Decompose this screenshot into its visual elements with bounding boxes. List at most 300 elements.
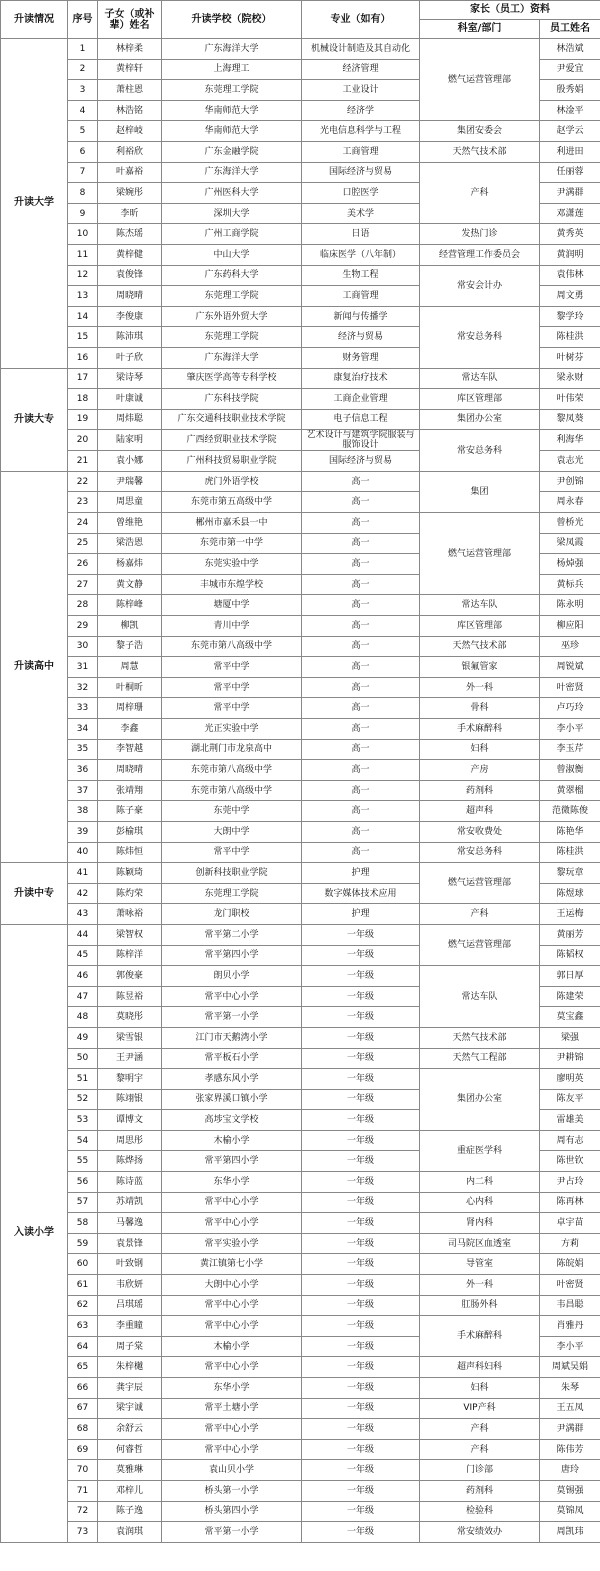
row-number-cell: 64	[68, 1336, 98, 1357]
child-name-cell: 张靖翔	[98, 780, 162, 801]
header-category: 升读情况	[1, 1, 68, 39]
major-cell: 高一	[302, 739, 420, 760]
major-cell: 国际经济与贸易	[302, 162, 420, 183]
table-row	[1, 698, 600, 719]
department-cell: 常达车队	[420, 595, 540, 616]
school-cell: 常平中心小学	[162, 1357, 302, 1378]
employee-name-cell: 陈艳华	[540, 821, 600, 842]
major-cell: 一年级	[302, 1275, 420, 1296]
department-cell: 心内科	[420, 1192, 540, 1213]
table-row	[1, 677, 600, 698]
school-cell: 青川中学	[162, 616, 302, 637]
table-row	[1, 389, 600, 410]
child-name-cell: 陈梓峰	[98, 595, 162, 616]
school-cell: 华南师范大学	[162, 121, 302, 142]
row-number-cell: 5	[68, 121, 98, 142]
table-row	[1, 1213, 600, 1234]
school-cell: 常平土塘小学	[162, 1398, 302, 1419]
school-cell: 东莞市第八高级中学	[162, 760, 302, 781]
major-cell: 一年级	[302, 1089, 420, 1110]
employee-name-cell: 卓宇苗	[540, 1213, 600, 1234]
row-number-cell: 52	[68, 1089, 98, 1110]
major-cell: 一年级	[302, 1192, 420, 1213]
department-cell: 超声科妇科	[420, 1357, 540, 1378]
employee-name-cell: 利海华	[540, 430, 600, 451]
major-cell: 护理	[302, 904, 420, 925]
category-cell: 升读高中	[1, 471, 68, 862]
table-row	[1, 821, 600, 842]
major-cell: 一年级	[302, 945, 420, 966]
school-cell: 江门市天鹅湾小学	[162, 1027, 302, 1048]
table-row	[1, 306, 600, 327]
department-cell: 发热门诊	[420, 224, 540, 245]
employee-name-cell: 黎凤葵	[540, 409, 600, 430]
category-cell: 入读小学	[1, 924, 68, 1542]
table-row	[1, 1316, 600, 1337]
department-cell: 常达车队	[420, 966, 540, 1028]
row-number-cell: 22	[68, 471, 98, 492]
row-number-cell: 70	[68, 1460, 98, 1481]
child-name-cell: 余舒云	[98, 1419, 162, 1440]
school-cell: 常平中学	[162, 842, 302, 863]
employee-name-cell: 袁志光	[540, 451, 600, 472]
school-cell: 常平中学	[162, 677, 302, 698]
child-name-cell: 黄文静	[98, 574, 162, 595]
major-cell: 艺术设计与建筑学院服装与服饰设计	[302, 430, 420, 451]
row-number-cell: 12	[68, 265, 98, 286]
school-cell: 广州医科大学	[162, 183, 302, 204]
child-name-cell: 陈翊银	[98, 1089, 162, 1110]
employee-name-cell: 林淦平	[540, 100, 600, 121]
row-number-cell: 33	[68, 698, 98, 719]
row-number-cell: 25	[68, 533, 98, 554]
employee-name-cell: 尹占玲	[540, 1172, 600, 1193]
major-cell: 工商管理	[302, 141, 420, 162]
major-cell: 生物工程	[302, 265, 420, 286]
employee-name-cell: 陈永明	[540, 595, 600, 616]
row-number-cell: 10	[68, 224, 98, 245]
employee-name-cell: 李玉芹	[540, 739, 600, 760]
school-cell: 常平第一小学	[162, 1007, 302, 1028]
school-cell: 常平第四小学	[162, 945, 302, 966]
table-row	[1, 1398, 600, 1419]
header-dept: 科室/部门	[420, 20, 540, 39]
major-cell: 一年级	[302, 1027, 420, 1048]
department-cell: 外一科	[420, 677, 540, 698]
school-cell: 东华小学	[162, 1172, 302, 1193]
department-cell: 银氟管家	[420, 657, 540, 678]
employee-name-cell: 黄润明	[540, 244, 600, 265]
child-name-cell: 陈子逸	[98, 1501, 162, 1522]
child-name-cell: 尹瑞馨	[98, 471, 162, 492]
employee-name-cell: 邓潇莲	[540, 203, 600, 224]
employee-name-cell: 韦昌聪	[540, 1295, 600, 1316]
major-cell: 一年级	[302, 1336, 420, 1357]
school-cell: 虎门外语学校	[162, 471, 302, 492]
row-number-cell: 72	[68, 1501, 98, 1522]
child-name-cell: 黎明宇	[98, 1069, 162, 1090]
child-name-cell: 李智越	[98, 739, 162, 760]
row-number-cell: 2	[68, 59, 98, 80]
department-cell: 集团办公室	[420, 409, 540, 430]
department-cell: 常安总务科	[420, 306, 540, 368]
row-number-cell: 21	[68, 451, 98, 472]
employee-name-cell: 周锐斌	[540, 657, 600, 678]
table-row	[1, 1295, 600, 1316]
employee-name-cell: 尹爱宜	[540, 59, 600, 80]
row-number-cell: 68	[68, 1419, 98, 1440]
child-name-cell: 陈子豪	[98, 801, 162, 822]
school-cell: 广东药科大学	[162, 265, 302, 286]
school-cell: 常平中心小学	[162, 1419, 302, 1440]
child-name-cell: 马馨逸	[98, 1213, 162, 1234]
table-header	[1, 1, 600, 39]
employee-name-cell: 赵学云	[540, 121, 600, 142]
department-cell: 天然气工程部	[420, 1048, 540, 1069]
major-cell: 一年级	[302, 986, 420, 1007]
child-name-cell: 周梓珊	[98, 698, 162, 719]
employee-name-cell: 叶密贤	[540, 677, 600, 698]
row-number-cell: 35	[68, 739, 98, 760]
row-number-cell: 20	[68, 430, 98, 451]
table-row	[1, 1357, 600, 1378]
row-number-cell: 47	[68, 986, 98, 1007]
major-cell: 临床医学（八年制）	[302, 244, 420, 265]
table-row	[1, 657, 600, 678]
table-row	[1, 162, 600, 183]
major-cell: 高一	[302, 842, 420, 863]
department-cell: 集团	[420, 471, 540, 512]
employee-name-cell: 郭日厚	[540, 966, 600, 987]
row-number-cell: 44	[68, 924, 98, 945]
row-number-cell: 63	[68, 1316, 98, 1337]
school-cell: 华南师范大学	[162, 100, 302, 121]
major-cell: 高一	[302, 574, 420, 595]
employee-name-cell: 陈煜球	[540, 883, 600, 904]
child-name-cell: 陈杰瑶	[98, 224, 162, 245]
major-cell: 一年级	[302, 1110, 420, 1131]
row-number-cell: 18	[68, 389, 98, 410]
major-cell: 电子信息工程	[302, 409, 420, 430]
table-row	[1, 863, 600, 884]
major-cell: 高一	[302, 719, 420, 740]
employee-name-cell: 陈伟芳	[540, 1439, 600, 1460]
school-cell: 湖北荆门市龙泉高中	[162, 739, 302, 760]
employee-name-cell: 陈皖娟	[540, 1254, 600, 1275]
employee-name-cell: 廖明英	[540, 1069, 600, 1090]
employee-name-cell: 范微陈俊	[540, 801, 600, 822]
employee-name-cell: 柳应阳	[540, 616, 600, 637]
table-row	[1, 966, 600, 987]
employee-name-cell: 陈建荣	[540, 986, 600, 1007]
school-cell: 张家界溪口镇小学	[162, 1089, 302, 1110]
employee-name-cell: 李小平	[540, 1336, 600, 1357]
row-number-cell: 27	[68, 574, 98, 595]
employee-name-cell: 陈再林	[540, 1192, 600, 1213]
department-cell: 集团办公室	[420, 1069, 540, 1131]
department-cell: 天然气技术部	[420, 141, 540, 162]
row-number-cell: 54	[68, 1130, 98, 1151]
major-cell: 一年级	[302, 1069, 420, 1090]
row-number-cell: 24	[68, 513, 98, 534]
row-number-cell: 4	[68, 100, 98, 121]
child-name-cell: 彭榆琪	[98, 821, 162, 842]
employee-name-cell: 叶伟荣	[540, 389, 600, 410]
school-cell: 东莞理工学院	[162, 80, 302, 101]
table-row	[1, 636, 600, 657]
school-cell: 东华小学	[162, 1378, 302, 1399]
child-name-cell: 叶桐昕	[98, 677, 162, 698]
employee-name-cell: 肖雅丹	[540, 1316, 600, 1337]
school-cell: 常平中心小学	[162, 1192, 302, 1213]
row-number-cell: 53	[68, 1110, 98, 1131]
child-name-cell: 陈烨扬	[98, 1151, 162, 1172]
child-name-cell: 邓梓儿	[98, 1480, 162, 1501]
row-number-cell: 29	[68, 616, 98, 637]
row-number-cell: 31	[68, 657, 98, 678]
child-name-cell: 梁雪银	[98, 1027, 162, 1048]
child-name-cell: 利裕欣	[98, 141, 162, 162]
row-number-cell: 14	[68, 306, 98, 327]
employee-name-cell: 利进田	[540, 141, 600, 162]
employee-name-cell: 梁凤霞	[540, 533, 600, 554]
department-cell: 库区管理部	[420, 616, 540, 637]
row-number-cell: 69	[68, 1439, 98, 1460]
major-cell: 一年级	[302, 1254, 420, 1275]
major-cell: 高一	[302, 471, 420, 492]
school-cell: 常平中心小学	[162, 1439, 302, 1460]
child-name-cell: 苏靖凯	[98, 1192, 162, 1213]
row-number-cell: 55	[68, 1151, 98, 1172]
child-name-cell: 周炜聪	[98, 409, 162, 430]
department-cell: 药剂科	[420, 780, 540, 801]
table-row	[1, 1192, 600, 1213]
school-cell: 常平中心小学	[162, 986, 302, 1007]
child-name-cell: 陈颖琦	[98, 863, 162, 884]
major-cell: 口腔医学	[302, 183, 420, 204]
row-number-cell: 46	[68, 966, 98, 987]
school-cell: 常平中学	[162, 657, 302, 678]
child-name-cell: 陈昱裕	[98, 986, 162, 1007]
child-name-cell: 黎子浩	[98, 636, 162, 657]
department-cell: 集团安委会	[420, 121, 540, 142]
employee-name-cell: 朱琴	[540, 1378, 600, 1399]
child-name-cell: 袁润琪	[98, 1522, 162, 1543]
child-name-cell: 李鑫	[98, 719, 162, 740]
child-name-cell: 叶子欣	[98, 347, 162, 368]
major-cell: 经济学	[302, 100, 420, 121]
table-row	[1, 471, 600, 492]
school-cell: 东莞理工学院	[162, 286, 302, 307]
major-cell: 一年级	[302, 1007, 420, 1028]
department-cell: 检验科	[420, 1501, 540, 1522]
school-cell: 常平第二小学	[162, 924, 302, 945]
school-cell: 广州科技贸易职业学院	[162, 451, 302, 472]
school-cell: 广东海洋大学	[162, 347, 302, 368]
department-cell: 重症医学科	[420, 1130, 540, 1171]
row-number-cell: 39	[68, 821, 98, 842]
department-cell: 产科	[420, 162, 540, 224]
major-cell: 高一	[302, 492, 420, 513]
child-name-cell: 萧咏裕	[98, 904, 162, 925]
department-cell: 肛肠外科	[420, 1295, 540, 1316]
employee-name-cell: 陈韬权	[540, 945, 600, 966]
school-cell: 塘厦中学	[162, 595, 302, 616]
department-cell: 产科	[420, 1419, 540, 1440]
child-name-cell: 周晓晴	[98, 760, 162, 781]
major-cell: 一年级	[302, 1316, 420, 1337]
employee-name-cell: 莫锡强	[540, 1480, 600, 1501]
major-cell: 高一	[302, 698, 420, 719]
department-cell: 超声科	[420, 801, 540, 822]
employee-name-cell: 方莉	[540, 1233, 600, 1254]
row-number-cell: 43	[68, 904, 98, 925]
row-number-cell: 8	[68, 183, 98, 204]
employee-name-cell: 尹耕锦	[540, 1048, 600, 1069]
employee-name-cell: 周有志	[540, 1130, 600, 1151]
major-cell: 经济与贸易	[302, 327, 420, 348]
table-row	[1, 1048, 600, 1069]
child-name-cell: 叶康诚	[98, 389, 162, 410]
school-cell: 东莞中学	[162, 801, 302, 822]
department-cell: 药剂科	[420, 1480, 540, 1501]
school-cell: 龙门职校	[162, 904, 302, 925]
department-cell: 门诊部	[420, 1460, 540, 1481]
employee-name-cell: 黎玩章	[540, 863, 600, 884]
major-cell: 一年级	[302, 1398, 420, 1419]
major-cell: 一年级	[302, 1439, 420, 1460]
major-cell: 一年级	[302, 1501, 420, 1522]
child-name-cell: 陈灼荣	[98, 883, 162, 904]
table-row	[1, 842, 600, 863]
row-number-cell: 50	[68, 1048, 98, 1069]
child-name-cell: 龚宇辰	[98, 1378, 162, 1399]
major-cell: 高一	[302, 595, 420, 616]
department-cell: 库区管理部	[420, 389, 540, 410]
employee-name-cell: 巫珍	[540, 636, 600, 657]
employee-name-cell: 陈桂洪	[540, 327, 600, 348]
row-number-cell: 61	[68, 1275, 98, 1296]
department-cell: 导管室	[420, 1254, 540, 1275]
department-cell: 常安绩效办	[420, 1522, 540, 1543]
department-cell: 常达车队	[420, 368, 540, 389]
table-row	[1, 368, 600, 389]
row-number-cell: 6	[68, 141, 98, 162]
employee-name-cell: 黄标兵	[540, 574, 600, 595]
table-row	[1, 1275, 600, 1296]
major-cell: 日语	[302, 224, 420, 245]
row-number-cell: 13	[68, 286, 98, 307]
category-cell: 升读大专	[1, 368, 68, 471]
school-cell: 大朗中学	[162, 821, 302, 842]
employee-name-cell: 莫宝鑫	[540, 1007, 600, 1028]
table-row	[1, 616, 600, 637]
child-name-cell: 何睿哲	[98, 1439, 162, 1460]
employee-name-cell: 梁永财	[540, 368, 600, 389]
child-name-cell: 周慧	[98, 657, 162, 678]
employee-name-cell: 尹创锦	[540, 471, 600, 492]
school-cell: 常平中学	[162, 698, 302, 719]
table-row	[1, 224, 600, 245]
child-name-cell: 陈炜恒	[98, 842, 162, 863]
row-number-cell: 9	[68, 203, 98, 224]
school-cell: 孝感东风小学	[162, 1069, 302, 1090]
row-number-cell: 26	[68, 554, 98, 575]
major-cell: 一年级	[302, 1460, 420, 1481]
employee-name-cell: 曾淑衡	[540, 760, 600, 781]
school-cell: 东莞市第八高级中学	[162, 636, 302, 657]
employee-name-cell: 叶树芬	[540, 347, 600, 368]
major-cell: 一年级	[302, 1151, 420, 1172]
school-cell: 常平中心小学	[162, 1316, 302, 1337]
employee-name-cell: 李小平	[540, 719, 600, 740]
row-number-cell: 48	[68, 1007, 98, 1028]
department-cell: 手术麻醉科	[420, 1316, 540, 1357]
child-name-cell: 李俊康	[98, 306, 162, 327]
major-cell: 高一	[302, 636, 420, 657]
school-cell: 东莞市第五高级中学	[162, 492, 302, 513]
major-cell: 光电信息科学与工程	[302, 121, 420, 142]
row-number-cell: 34	[68, 719, 98, 740]
employee-name-cell: 殷秀娟	[540, 80, 600, 101]
child-name-cell: 莫雅琳	[98, 1460, 162, 1481]
child-name-cell: 王尹涵	[98, 1048, 162, 1069]
school-cell: 袁山贝小学	[162, 1460, 302, 1481]
row-number-cell: 45	[68, 945, 98, 966]
header-school: 升读学校（院校）	[162, 1, 302, 39]
child-name-cell: 梁浩恩	[98, 533, 162, 554]
row-number-cell: 73	[68, 1522, 98, 1543]
major-cell: 一年级	[302, 1378, 420, 1399]
major-cell: 一年级	[302, 1233, 420, 1254]
employee-name-cell: 黄丽芳	[540, 924, 600, 945]
row-number-cell: 15	[68, 327, 98, 348]
employee-name-cell: 王五凤	[540, 1398, 600, 1419]
school-cell: 光正实验中学	[162, 719, 302, 740]
school-cell: 广东海洋大学	[162, 162, 302, 183]
table-row	[1, 430, 600, 451]
employee-name-cell: 周文勇	[540, 286, 600, 307]
school-cell: 广东海洋大学	[162, 39, 302, 60]
row-number-cell: 17	[68, 368, 98, 389]
category-cell: 升读大学	[1, 39, 68, 369]
major-cell: 一年级	[302, 1522, 420, 1543]
table-row	[1, 244, 600, 265]
department-cell: 经营管理工作委员会	[420, 244, 540, 265]
school-cell: 桥头第一小学	[162, 1480, 302, 1501]
child-name-cell: 韦欣妍	[98, 1275, 162, 1296]
table-row	[1, 780, 600, 801]
major-cell: 工商管理	[302, 286, 420, 307]
major-cell: 高一	[302, 513, 420, 534]
child-name-cell: 袁小娜	[98, 451, 162, 472]
row-number-cell: 7	[68, 162, 98, 183]
department-cell: 常安总务科	[420, 430, 540, 472]
row-number-cell: 32	[68, 677, 98, 698]
major-cell: 护理	[302, 863, 420, 884]
school-cell: 东莞实验中学	[162, 554, 302, 575]
school-cell: 常平第四小学	[162, 1151, 302, 1172]
row-number-cell: 58	[68, 1213, 98, 1234]
table-row	[1, 1522, 600, 1543]
employee-name-cell: 叶密贤	[540, 1275, 600, 1296]
employee-name-cell: 尹满群	[540, 183, 600, 204]
table-row	[1, 719, 600, 740]
child-name-cell: 谭博文	[98, 1110, 162, 1131]
table-row	[1, 1069, 600, 1090]
school-cell: 上海理工	[162, 59, 302, 80]
school-cell: 广东交通科技职业技术学院	[162, 409, 302, 430]
